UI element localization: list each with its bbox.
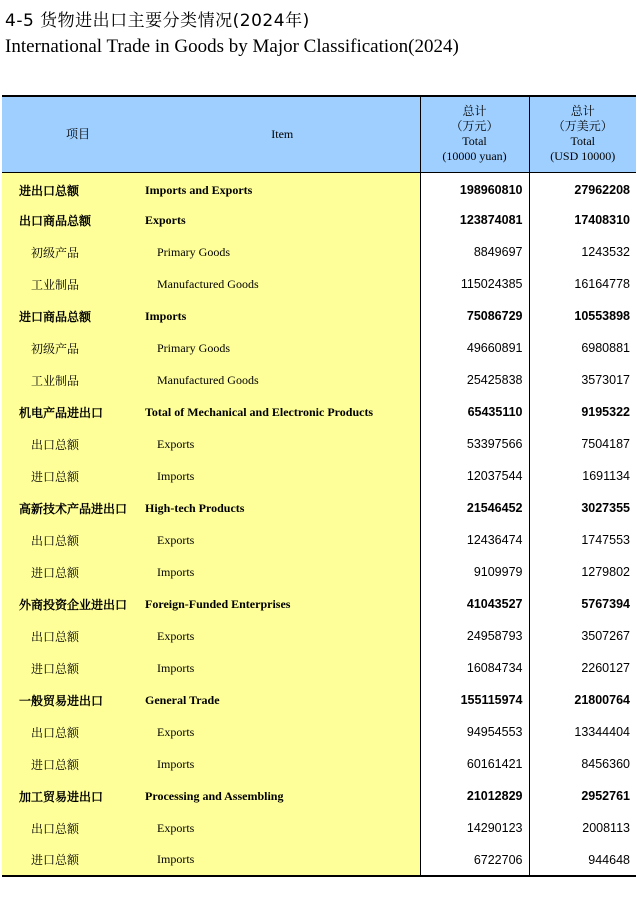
row-value-yuan: 198960810 [459,183,523,198]
row-label-en: Imports [145,556,420,588]
row-label-cn: 出口总额 [2,716,145,748]
table-row [2,492,636,524]
row-value-usd: 13344404 [529,716,636,748]
header-total-yuan-cn: 总计 [462,104,487,119]
row-value-usd: 1279802 [529,556,636,588]
row-value-usd: 1243532 [529,236,636,268]
row-value-yuan: 25425838 [466,373,523,387]
row-label-cn: 出口总额 [2,812,145,844]
row-value-yuan: 6722706 [420,844,529,876]
row-label-en: Exports [145,620,420,652]
row-label-cn: 外商投资企业进出口 [2,588,145,620]
table-row [2,716,636,748]
row-label-en: Exports [145,524,420,556]
header-total-yuan-unit-en: (10000 yuan) [442,149,507,164]
row-value-yuan: 8849697 [473,245,523,259]
table-row [2,332,636,364]
table-row [2,460,636,492]
row-label-en: Imports and Exports [145,172,420,204]
row-value-usd: 7504187 [529,428,636,460]
row-label-cn: 进出口总额 [2,172,145,204]
row-label-en: Manufactured Goods [145,268,420,300]
table-title-cn: 4-5 货物进出口主要分类情况(2024年) [5,11,310,31]
row-value-usd: 10553898 [529,300,636,332]
row-label-en: Imports [145,844,420,876]
row-value-usd: 2008113 [529,812,636,844]
row-value-usd: 6980881 [529,332,636,364]
row-value-yuan: 16084734 [466,661,523,675]
row-value-usd: 2260127 [529,652,636,684]
row-value-usd: 8456360 [529,748,636,780]
table-row [2,396,636,428]
table-row [2,588,636,620]
row-label-en: Processing and Assembling [145,780,420,812]
row-label-en: Imports [145,300,420,332]
row-label-en: Total of Mechanical and Electronic Products [145,396,420,428]
row-label-en: Exports [145,716,420,748]
table-row [2,812,636,844]
row-label-cn: 工业制品 [2,268,145,300]
row-label-cn: 进口总额 [2,748,145,780]
row-label-en: Imports [145,748,420,780]
row-label-en: Primary Goods [145,236,420,268]
row-label-cn: 高新技术产品进出口 [2,492,145,524]
table-row [2,844,636,876]
row-value-yuan: 60161421 [466,757,523,771]
row-label-cn: 初级产品 [2,332,145,364]
row-label-en: Manufactured Goods [145,364,420,396]
header-total-yuan-en: Total [462,134,487,149]
header-item-cn: 项目 [2,96,145,172]
row-label-cn: 进口总额 [2,460,145,492]
row-value-usd: 1747553 [529,524,636,556]
row-value-usd: 21800764 [529,684,636,716]
row-label-en: High-tech Products [145,492,420,524]
row-value-usd: 2952761 [529,780,636,812]
row-value-yuan: 24958793 [466,629,523,643]
header-total-usd-unit-cn: （万美元） [552,119,613,134]
table-body [2,172,636,876]
row-label-cn: 出口总额 [2,428,145,460]
row-value-yuan: 14290123 [466,821,523,835]
row-label-cn: 进口商品总额 [2,300,145,332]
row-label-en: Foreign-Funded Enterprises [145,588,420,620]
row-value-yuan: 41043527 [466,597,523,611]
row-value-yuan: 75086729 [466,309,523,323]
row-value-usd: 27962208 [529,172,636,204]
row-value-usd: 3507267 [529,620,636,652]
row-value-usd: 16164778 [529,268,636,300]
row-label-en: Exports [145,428,420,460]
row-value-usd: 17408310 [529,204,636,236]
table-row [2,268,636,300]
row-value-yuan: 115024385 [460,277,523,291]
row-value-usd: 944648 [529,844,636,876]
row-value-yuan: 53397566 [466,437,523,451]
row-value-yuan: 12037544 [466,469,523,483]
header-total-yuan-unit-cn: （万元） [450,119,499,134]
row-value-yuan: 155115974 [460,693,523,707]
table-row [2,364,636,396]
table-row [2,204,636,236]
row-label-en: Primary Goods [145,332,420,364]
row-label-en: Exports [145,204,420,236]
table-row [2,780,636,812]
row-label-en: Exports [145,812,420,844]
table-row [2,236,636,268]
header-total-usd-cn: 总计 [570,104,595,119]
row-label-en: Imports [145,652,420,684]
row-label-cn: 进口总额 [2,844,145,876]
table-row [2,524,636,556]
trade-table [2,95,636,877]
table-row [2,684,636,716]
row-label-cn: 加工贸易进出口 [2,780,145,812]
table-row [2,556,636,588]
row-value-usd: 9195322 [529,396,636,428]
row-value-yuan: 65435110 [467,405,523,419]
row-value-yuan: 21012829 [466,789,523,803]
header-total-usd-en: Total [570,134,595,149]
row-label-cn: 出口总额 [2,620,145,652]
row-value-usd: 3027355 [529,492,636,524]
row-value-usd: 1691134 [529,460,636,492]
table-row [2,748,636,780]
table-row [2,620,636,652]
table-title-en: International Trade in Goods by Major Classification(2024) [5,36,459,57]
row-value-yuan: 94954553 [466,725,523,739]
header-total-yuan [420,96,529,172]
row-label-en: General Trade [145,684,420,716]
header-total-usd [529,96,636,172]
row-label-en: Imports [145,460,420,492]
table-row [2,652,636,684]
row-label-cn: 一般贸易进出口 [2,684,145,716]
row-label-cn: 初级产品 [2,236,145,268]
row-value-yuan: 21546452 [466,501,523,515]
row-label-cn: 进口总额 [2,556,145,588]
row-value-usd: 5767394 [529,588,636,620]
header-item-en: Item [145,96,420,172]
row-value-usd: 3573017 [529,364,636,396]
row-value-yuan: 49660891 [466,341,523,355]
table-header [2,96,636,172]
table-row [2,428,636,460]
row-value-yuan: 12436474 [466,533,523,547]
row-value-yuan: 123874081 [459,213,523,227]
row-label-cn: 工业制品 [2,364,145,396]
header-total-usd-unit-en: (USD 10000) [550,149,616,164]
row-value-yuan: 9109979 [473,565,523,579]
row-label-cn: 出口总额 [2,524,145,556]
table-row [2,172,636,204]
row-label-cn: 机电产品进出口 [2,396,145,428]
row-label-cn: 进口总额 [2,652,145,684]
row-label-cn: 出口商品总额 [2,204,145,236]
table-row [2,300,636,332]
